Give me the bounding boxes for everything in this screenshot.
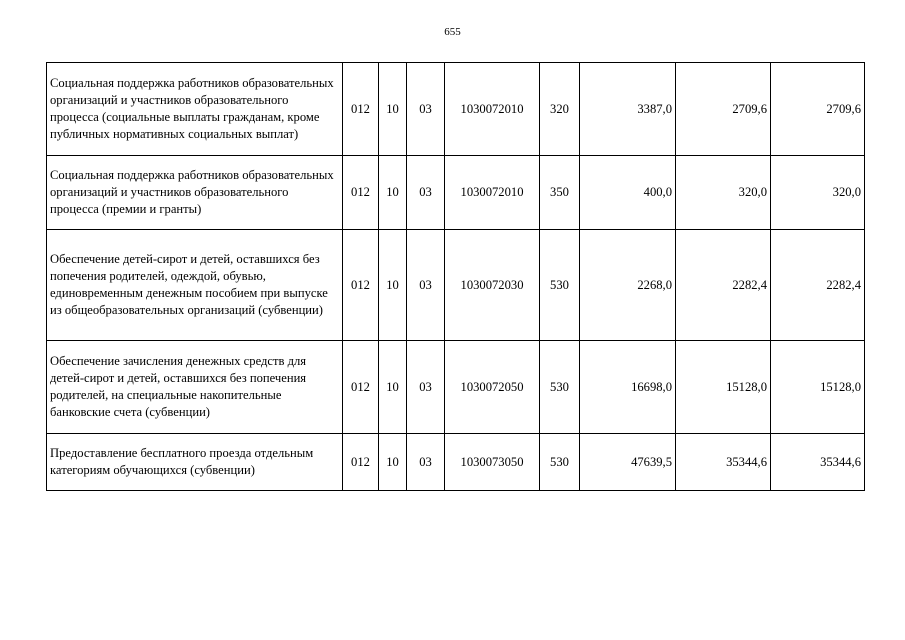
cell-section: 10 — [379, 341, 407, 434]
cell-ministry: 012 — [343, 341, 379, 434]
cell-expense-type: 530 — [540, 434, 580, 491]
cell-subsection: 03 — [407, 230, 445, 341]
cell-section: 10 — [379, 63, 407, 156]
cell-target-article: 1030072010 — [445, 63, 540, 156]
cell-target-article: 1030072010 — [445, 156, 540, 230]
cell-amount-1: 47639,5 — [580, 434, 676, 491]
cell-target-article: 1030072050 — [445, 341, 540, 434]
cell-amount-2: 2282,4 — [676, 230, 771, 341]
cell-amount-2: 35344,6 — [676, 434, 771, 491]
cell-subsection: 03 — [407, 156, 445, 230]
cell-subsection: 03 — [407, 63, 445, 156]
cell-section: 10 — [379, 156, 407, 230]
cell-expense-type: 530 — [540, 230, 580, 341]
cell-amount-2: 320,0 — [676, 156, 771, 230]
cell-description: Предоставление бесплатного проезда отдельным категориям обучающихся (субвенции) — [47, 434, 343, 491]
cell-expense-type: 530 — [540, 341, 580, 434]
cell-section: 10 — [379, 434, 407, 491]
cell-amount-2: 2709,6 — [676, 63, 771, 156]
cell-section: 10 — [379, 230, 407, 341]
cell-ministry: 012 — [343, 434, 379, 491]
cell-amount-1: 400,0 — [580, 156, 676, 230]
cell-target-article: 1030072030 — [445, 230, 540, 341]
cell-ministry: 012 — [343, 230, 379, 341]
cell-ministry: 012 — [343, 63, 379, 156]
cell-amount-3: 15128,0 — [771, 341, 865, 434]
cell-subsection: 03 — [407, 341, 445, 434]
cell-amount-1: 16698,0 — [580, 341, 676, 434]
cell-description: Обеспечение детей-сирот и детей, оставшихся без попечения родителей, одеждой, обувью, единовременным денежным пособием при выпуске из общеобразовательных организаций (субвенции) — [47, 230, 343, 341]
cell-amount-2: 15128,0 — [676, 341, 771, 434]
cell-target-article: 1030073050 — [445, 434, 540, 491]
cell-expense-type: 320 — [540, 63, 580, 156]
budget-table — [46, 62, 865, 491]
cell-subsection: 03 — [407, 434, 445, 491]
cell-description: Социальная поддержка работников образовательных организаций и участников образовательного процесса (социальные выплаты гражданам, кроме публичных нормативных социальных выплат) — [47, 63, 343, 156]
cell-amount-3: 2709,6 — [771, 63, 865, 156]
cell-amount-3: 2282,4 — [771, 230, 865, 341]
cell-amount-1: 2268,0 — [580, 230, 676, 341]
cell-description: Обеспечение зачисления денежных средств для детей-сирот и детей, оставшихся без попечения родителей, на специальные накопительные банковские счета (субвенции) — [47, 341, 343, 434]
page-number: 655 — [444, 26, 461, 38]
table-row — [47, 434, 865, 491]
table-row — [47, 341, 865, 434]
cell-amount-1: 3387,0 — [580, 63, 676, 156]
table-row — [47, 156, 865, 230]
table-row — [47, 63, 865, 156]
cell-amount-3: 35344,6 — [771, 434, 865, 491]
table-row — [47, 230, 865, 341]
cell-ministry: 012 — [343, 156, 379, 230]
cell-description: Социальная поддержка работников образовательных организаций и участников образовательного процесса (премии и гранты) — [47, 156, 343, 230]
cell-expense-type: 350 — [540, 156, 580, 230]
cell-amount-3: 320,0 — [771, 156, 865, 230]
